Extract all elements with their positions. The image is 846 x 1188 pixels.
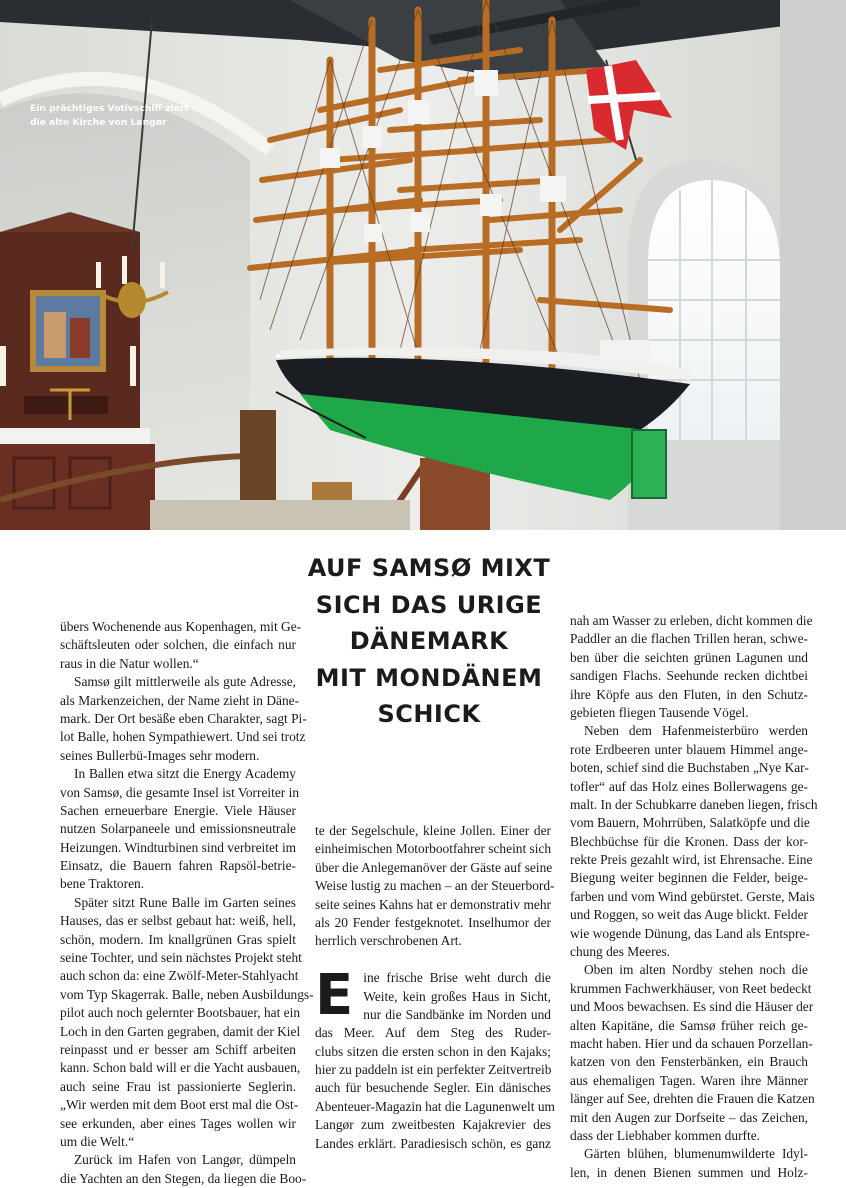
- text-line: mit den Augen zur Dorfseite – das Zeichen,: [570, 1109, 808, 1125]
- church-ship-photo: [0, 0, 846, 530]
- text-line: see erkunden, aber eines Tages wollen wir: [60, 1115, 296, 1131]
- text-line: wie wogende Dünung, das Land als Entspre-: [570, 925, 810, 941]
- text-line: über die Anlegemanöver der Gäste auf seine: [315, 859, 553, 875]
- caption-line: die alte Kirche von Langør: [30, 117, 167, 128]
- headline-line: MIT MONDÄNEM: [315, 663, 543, 692]
- text-line: „Wir werden mit dem Boot erst mal die Ost-: [60, 1097, 299, 1113]
- headline-line: SCHICK: [377, 700, 481, 728]
- text-line: auch für besuchende Segler. Ein dänisches: [315, 1080, 551, 1096]
- text-line: hier zu paddeln ist ein perfekter Zeitvertreib: [315, 1062, 552, 1078]
- text-line: Weite, kein großes Haus in Sicht,: [363, 988, 551, 1004]
- text-line: herrlich verschrobenen Art.: [315, 933, 462, 949]
- headline-line: AUF SAMSØ MIXT: [307, 554, 551, 582]
- text-line: chung des Meeres.: [570, 944, 671, 960]
- text-line: schön, modern. Im knallgrünen Gras spielt: [60, 931, 296, 947]
- text-line: auch schon da: eine Zwölf-Meter-Stahlyacht: [60, 968, 299, 984]
- text-line: seite seines Kahns hat er demonstrativ mehr: [315, 896, 551, 912]
- text-line: rekte Preis gezahlt wird, ist Ehrensache. Eine: [570, 852, 813, 868]
- text-line: ihre Köpfe aus den Fluten, in den Schutz-: [570, 686, 808, 702]
- text-line: tofler“ auf das Holz eines Bollerwagens ge-: [570, 778, 808, 794]
- text-line: als Markenzeichen, der Name zieht in Däne-: [60, 692, 300, 708]
- text-line: Neben dem Hafenmeisterbüro werden: [584, 723, 808, 739]
- text-line: als 20 Fender festgeknotet. Inselhumor der: [315, 914, 551, 930]
- dropcap-paragraph: [315, 963, 551, 1043]
- text-line: schäftsleuten oder solchen, die einfach nur: [60, 637, 296, 653]
- text-line: seines Bullerbü-Images sehr modern.: [60, 747, 260, 763]
- text-line: alten Kapitäne, die Samsø früher reich ge-: [570, 1017, 808, 1033]
- text-line: auch seine Frau ist passionierte Seglerin.: [60, 1078, 296, 1094]
- text-line: Sachen erneuerbare Energie. Viele Häuser: [60, 802, 296, 818]
- text-line: einheimischen Motorbootfahrer scheint sich: [315, 841, 552, 857]
- text-line: Oben im alten Nordby stehen noch die: [584, 962, 808, 978]
- text-line: farben und vom Wind gebürstet. Gerste, Mais: [570, 888, 815, 904]
- text-line: len, in denen Bienen summen und Holz-: [570, 1164, 808, 1180]
- text-line: rote Erdbeeren unter blauem Himmel ange-: [570, 741, 808, 757]
- text-line: Landes erklärt. Paradiesisch schön, es ganz: [315, 1135, 551, 1151]
- article-column-1: [60, 618, 314, 1188]
- text-line: clubs sitzen die ersten schon in den Kajaks;: [315, 1043, 551, 1059]
- headline-line: DÄNEMARK: [349, 627, 509, 655]
- text-line: Zurück im Hafen von Langør, dümpeln: [74, 1152, 296, 1168]
- text-line: nur die Sandbänke im Norden und: [363, 1006, 551, 1022]
- text-line: nutzen Solarpaneele und emissionsneutrale: [60, 821, 296, 837]
- text-line: macht haben. Hier und da schauen Porzellan-: [570, 1035, 813, 1051]
- text-line: boten, schief sind die Buchstaben „Nye Kar-: [570, 760, 809, 776]
- text-line: Paddler an die flachen Trillen heran, schwe-: [570, 631, 808, 647]
- text-line: Abenteuer-Magazin hat die Lagunenwelt um: [315, 1098, 555, 1114]
- text-line: vom Bauern, Mohrrüben, Salatköpfe und die: [570, 815, 810, 831]
- text-line: kann. Schon bald will er die Yacht ausbauen,: [60, 1060, 301, 1076]
- text-line: Hauses, das er selbst gebaut hat: weiß, hell,: [60, 913, 296, 929]
- text-line: Langør zum zweitbesten Kajakrevier des: [315, 1117, 551, 1133]
- text-line: von Samsø, die gesamte Insel ist Vorreiter in: [60, 784, 300, 800]
- text-line: seine Tochter, und sein nächstes Projekt steht: [60, 950, 302, 966]
- text-line: malt. In der Schubkarre daneben liegen, frisch: [570, 796, 818, 812]
- dropcap-letter: E: [315, 963, 354, 1029]
- text-line: länger auf See, drehten die Frauen die Katzen: [570, 1091, 815, 1107]
- caption-line: Ein prächtiges Votivschiff ziert: [30, 103, 189, 114]
- text-line: das Meer. Auf dem Steg des Ruder-: [315, 1025, 551, 1041]
- text-line: die Yachten an den Stegen, da liegen die Boo-: [60, 1170, 307, 1186]
- text-line: lot Balle, hohen Sympathiewert. Und sei trotz: [60, 729, 306, 745]
- text-line: und Roggen, so weit das Auge blickt. Felder: [570, 907, 808, 923]
- photo-caption: [30, 102, 190, 130]
- text-line: aus ehemaligen Tagen. Waren ihre Männer: [570, 1072, 808, 1088]
- headline-line: SICH DAS URIGE: [315, 590, 543, 619]
- text-line: übers Wochenende aus Kopenhagen, mit Ge-: [60, 619, 302, 634]
- text-line: dass der Liebhaber kommen durfte.: [570, 1127, 761, 1143]
- text-line: Heizungen. Windturbinen sind verbreitet im: [60, 839, 297, 855]
- article-column-2: [315, 822, 555, 1153]
- text-line: katzen von den Fensterbänken, ein Brauch: [570, 1054, 808, 1070]
- text-line: Loch in den Garten gegraben, damit der Kiel: [60, 1023, 301, 1039]
- text-line: reinpasst und er besser am Schiff arbeiten: [60, 1041, 296, 1057]
- text-line: Einsatz, die Bauern fahren Rapsöl-betrie-: [60, 858, 296, 874]
- text-line: ine frische Brise weht durch die: [363, 970, 551, 986]
- text-line: raus in die Natur wollen.“: [60, 655, 199, 671]
- text-line: Später sitzt Rune Balle im Garten seines: [74, 894, 296, 910]
- text-line: Samsø gilt mittlerweile als gute Adresse,: [74, 674, 296, 690]
- text-line: Blechbüchse für die Kronen. Dass der kor-: [570, 833, 808, 849]
- text-line: krummen Fachwerkhäuser, von Reet bedeckt: [570, 980, 812, 996]
- text-line: ben über die seichten grünen Lagunen und: [570, 649, 808, 665]
- text-line: sandigen Flachs. Seehunde recken dichtbei: [570, 668, 808, 684]
- headline: [306, 550, 552, 733]
- text-line: In Ballen etwa sitzt die Energy Academy: [74, 766, 296, 782]
- text-line: Gärten blühen, blumenumwilderte Idyl-: [584, 1146, 808, 1162]
- text-line: te der Segelschule, kleine Jollen. Einer der: [315, 823, 551, 838]
- text-line: Weise lustig zu machen – an der Steuerbord-: [315, 878, 555, 894]
- text-line: und Moos bewachsen. Es sind die Häuser der: [570, 999, 814, 1015]
- text-line: vom Typ Skagerrak. Balle, neben Ausbildungs-: [60, 986, 314, 1002]
- text-line: gebieten fliegen Tausende Vögel.: [570, 704, 749, 720]
- article-column-3: [570, 612, 818, 1182]
- text-line: bene Traktoren.: [60, 876, 145, 892]
- text-line: um die Welt.“: [60, 1133, 135, 1149]
- text-line: pilot auch noch gelernter Bootsbauer, hat ein: [60, 1005, 301, 1021]
- text-line: mark. Der Ort besäße eben Charakter, sagt Pi-: [60, 710, 307, 726]
- text-line: nah am Wasser zu erleben, dicht kommen die: [570, 613, 813, 628]
- text-line: Biegung weiter beginnen die Felder, beige-: [570, 870, 808, 886]
